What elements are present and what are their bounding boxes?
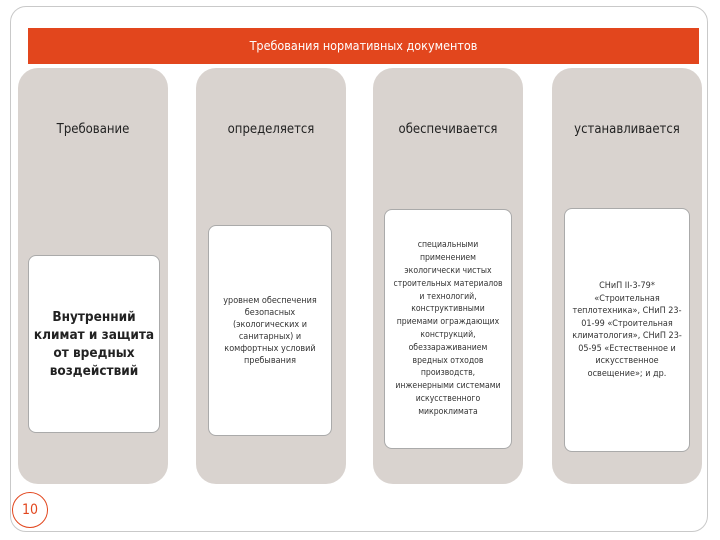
- card-provided: [384, 209, 512, 449]
- card-determined: [208, 225, 332, 436]
- page-number-badge: [12, 492, 48, 528]
- card-determined-text: уровнем обеспечения безопасных (экологических и санитарных) и комфортных условий пребывания: [223, 295, 317, 366]
- column-title-requirement: Требование: [56, 122, 130, 137]
- column-title-established: устанавливается: [574, 122, 680, 137]
- column-title-determined: определяется: [227, 122, 315, 137]
- card-requirement: [28, 255, 160, 433]
- column-title-provided: обеспечивается: [398, 122, 498, 137]
- diagram-header: Требования нормативных документов: [28, 28, 699, 64]
- card-provided-text: специальными применением экологически чистых строительных материалов и технологий, конструктивными приемами ограждающих конструкций, обеззараживанием вредных отходов производств, инженерными системами искусственного микроклимата: [393, 240, 503, 417]
- card-established: [564, 208, 690, 452]
- card-established-text: СНиП II-3-79* «Строительная теплотехника», СНиП 23-01-99 «Строительная климатология», СНиП 23-05-95 «Естественное и искусственное освещение»; и др.: [572, 281, 682, 379]
- page-number: 10: [21, 502, 39, 518]
- card-requirement-text: Внутренний климат и защита от вредных воздействий: [33, 309, 155, 379]
